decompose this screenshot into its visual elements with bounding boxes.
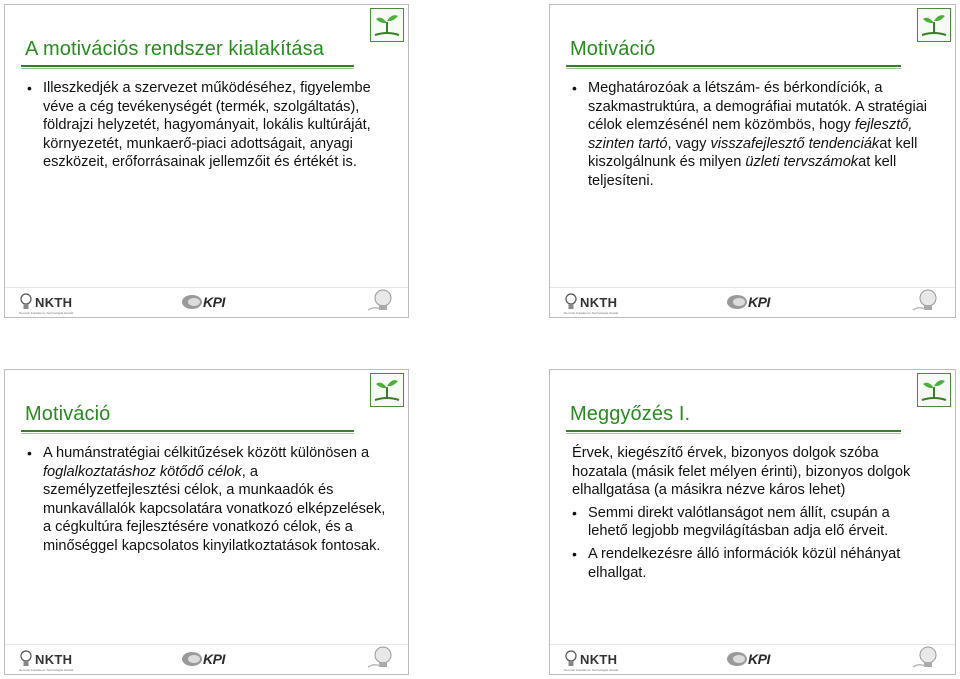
nkth-logo: NKTH Nemzeti Kutatási és Technológiai Hivatal [564,652,619,672]
nkth-logo: NKTH Nemzeti Kutatási és Technológiai Hivatal [19,295,74,315]
slide-1 [4,4,409,318]
bullet-text: • A rendelkezésre álló információk közül néhányat elhallgat. [572,545,933,582]
slide-title: Meggyőzés I. [570,403,691,425]
sprout-logo-icon [370,8,404,42]
slide-2 [549,4,956,318]
lightbulb-icon [911,288,941,314]
slide-footer [5,644,408,674]
nkth-logo: NKTH Nemzeti Kutatási és Technológiai Hivatal [564,295,619,315]
slide-body [27,79,386,176]
sprout-logo-icon [917,373,951,407]
slide-body [27,444,386,560]
nkth-bulb-icon [564,650,578,668]
bullet-text: • A humánstratégiai célkitűzések között különösen a foglalkoztatáshoz kötődő célok, a személyzetfejlesztési célok, a munkaadók és munkavállalók kapcsolatára vonatkozó elképzelések, a cégkultúra fejlesztésére vonatkozó célok, és a minőséggel kapcsolatos kinyilatkoztatások fontosak. [27,444,386,556]
sprout-logo-icon [917,8,951,42]
title-divider [21,65,354,67]
kpi-logo: KPI [726,293,782,311]
slide-title: Motiváció [25,403,111,425]
title-divider [566,65,901,67]
title-divider [566,430,901,432]
title-divider [21,430,354,432]
sprout-logo-icon [370,373,404,407]
slide-body [572,79,933,195]
slide-footer [550,287,955,317]
kpi-swoosh-icon [181,650,203,668]
kpi-logo: KPI [181,293,237,311]
slide-footer [5,287,408,317]
kpi-swoosh-icon [726,293,748,311]
kpi-logo: KPI [726,650,782,668]
bullet-text: • Meghatározóak a létszám- és bérkondíciók, a szakmastruktúra, a demográfiai mutatók. A stratégiai célok elemzésénél nem közömbös, hogy fejlesztő, szinten tartó, vagy visszafejlesztő tendenciákat kell kiszolgálnunk és milyen üzleti tervszámokat kell teljesíteni. [572,79,933,191]
slide-3 [4,369,409,675]
lightbulb-icon [366,288,396,314]
slide-title: Motiváció [570,38,656,60]
nkth-logo: NKTH Nemzeti Kutatási és Technológiai Hivatal [19,652,74,672]
kpi-swoosh-icon [181,293,203,311]
slide-footer [550,644,955,674]
lightbulb-icon [366,645,396,671]
nkth-bulb-icon [564,293,578,311]
nkth-bulb-icon [19,650,33,668]
lightbulb-icon [911,645,941,671]
slide-4 [549,369,956,675]
slide-title: A motivációs rendszer kialakítása [25,38,324,60]
bullet-text: • Illeszkedjék a szervezet működéséhez, figyelembe véve a cég tevékenységét (termék, szolgáltatás), földrajzi helyzetét, hagyományait, lokális kultúráját, környezetét, munkaerő-piaci adottságait, anyagi eszközeit, erőforrásainak jellemzőit és értékét is. [27,79,386,172]
nkth-bulb-icon [19,293,33,311]
bullet-text: • Semmi direkt valótlanságot nem állít, csupán a lehető legjobb megvilágításban adja elő érveit. [572,504,933,541]
kpi-swoosh-icon [726,650,748,668]
kpi-logo: KPI [181,650,237,668]
lead-text: Érvek, kiegészítő érvek, bizonyos dolgok szóba hozatala (másik felet mélyen érinti), bizonyos dolgok elhallgatása (a másikra nézve káros lehet) [572,445,911,499]
slide-body [572,444,933,586]
